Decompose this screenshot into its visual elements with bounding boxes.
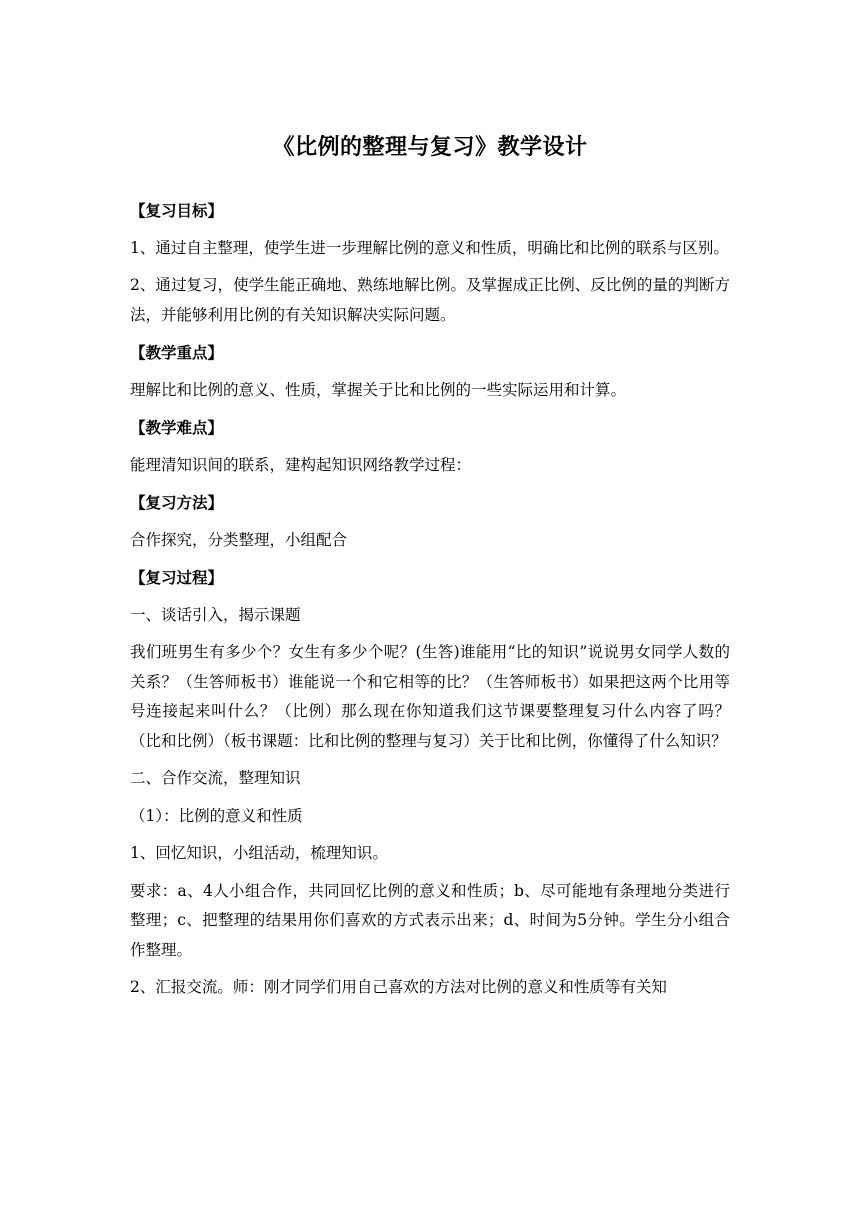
paragraph-teaching-difficulty: 能理清知识间的联系，建构起知识网络教学过程： (130, 455, 472, 474)
paragraph-goal-2: 2、通过复习，使学生能正确地、熟练地解比例。及掌握成正比例、反比例的量的判断方法，并能够利用比例的有关知识解决实际问题。 (130, 276, 730, 324)
document-body (130, 196, 730, 1011)
paragraph-teaching-focus: 理解比和比例的意义、性质，掌握关于比和比例的一些实际运用和计算。 (130, 380, 627, 399)
section-heading-review-process: 【复习过程】 (130, 568, 224, 587)
paragraph-step-1-title: 一、谈话引入，揭示课题 (130, 605, 301, 624)
paragraph-step-2-title: 二、合作交流，整理知识 (130, 769, 301, 787)
section-heading-teaching-difficulty: 【教学难点】 (130, 418, 224, 437)
paragraph-subsection-1: （1）：比例的意义和性质 (130, 806, 303, 825)
paragraph-report: 2、汇报交流。师：刚才同学们用自己喜欢的方法对比例的意义和性质等有关知 (130, 978, 667, 996)
paragraph-requirements: 要求：a、4人小组合作，共同回忆比例的意义和性质；b、尽可能地有条理地分类进行整理；c、把整理的结果用你们喜欢的方式表示出来；d、时间为5分钟。学生分小组合作整理。 (130, 881, 730, 959)
paragraph-goal-1: 1、通过自主整理，使学生进一步理解比例的意义和性质，明确比和比例的联系与区别。 (130, 238, 729, 257)
section-heading-teaching-focus: 【教学重点】 (130, 343, 224, 362)
document-title: 《比例的整理与复习》教学设计 (272, 134, 588, 160)
paragraph-review-method: 合作探究，分类整理，小组配合 (130, 530, 348, 549)
section-heading-review-goals: 【复习目标】 (130, 201, 224, 220)
paragraph-introduction: 我们班男生有多少个？女生有多少个呢？(生答)谁能用“比的知识”说说男女同学人数的关系？（生答师板书）谁能说一个和它相等的比？（生答师板书）如果把这两个比用等号连接起来叫什么？（比例）那么现在你知道我们这节课要整理复习什么内容了吗？（比和比例）（板书课题：比和比例的整理与复习）关于比和比例，你懂得了什么知识？ (130, 643, 730, 750)
paragraph-activity-1: 1、回忆知识，小组活动，梳理知识。 (130, 844, 388, 862)
section-heading-review-method: 【复习方法】 (130, 493, 224, 512)
